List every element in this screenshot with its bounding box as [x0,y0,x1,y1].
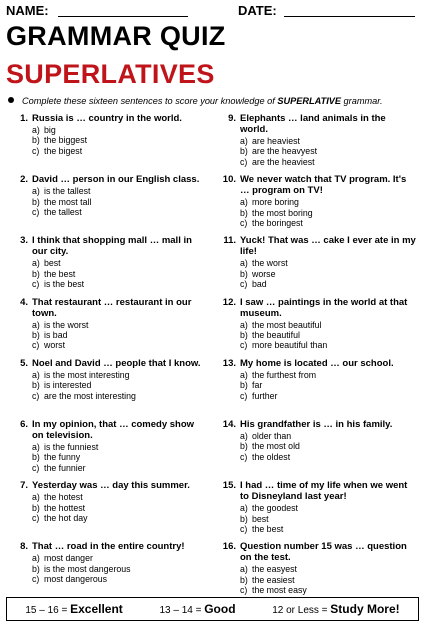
option-letter: b) [32,135,40,146]
answer-option[interactable] [32,330,89,340]
score-study-more: 12 or Less = Study More! [272,602,400,616]
option-text: the most boring [252,207,313,218]
option-text: is interested [44,380,92,391]
option-text: the funnier [44,462,86,473]
option-text: is the tallest [44,186,91,197]
answer-option[interactable] [240,452,300,462]
question-stem: That restaurant … restaurant in our town. [32,296,192,319]
question-stem: We never watch that TV program. It's … program on TV! [240,174,407,197]
question-11 [214,235,419,296]
question-number: 7. [20,480,28,492]
option-text: bad [252,279,267,290]
option-letter: b) [240,207,248,218]
option-text: the beautiful [252,329,300,340]
answer-options [240,136,317,167]
option-letter: c) [32,574,40,585]
option-text: most dangerous [44,574,108,585]
option-text: worst [44,340,66,351]
date-label: DATE: [238,3,277,18]
answer-option[interactable] [32,197,91,207]
question-stem: His grandfather is … in his family. [240,418,393,430]
option-letter: a) [240,369,248,380]
answer-options [32,442,98,473]
option-letter: a) [240,430,248,441]
option-text: the easyest [252,564,297,575]
question-stem: Noel and David … people that I know. [32,357,201,369]
option-letter: a) [32,186,40,197]
question-number: 6. [20,418,28,430]
answer-option[interactable] [32,503,88,513]
question-6 [6,419,211,480]
answer-option[interactable] [32,442,98,452]
answer-option[interactable] [32,574,131,584]
name-label: NAME: [6,3,49,18]
option-letter: b) [32,196,40,207]
question-3 [6,235,211,296]
question-4 [6,297,211,358]
answer-option[interactable] [240,340,327,350]
option-letter: c) [240,523,248,534]
option-text: most danger [44,553,93,564]
question-7 [6,480,211,541]
answer-option[interactable] [32,463,98,473]
answer-option[interactable] [32,452,98,462]
option-letter: b) [240,441,248,452]
option-letter: a) [240,197,248,208]
answer-option[interactable] [240,431,300,441]
option-letter: a) [32,492,40,503]
bullet-icon [8,97,14,103]
answer-option[interactable] [32,391,136,401]
option-letter: c) [32,207,40,217]
answer-option[interactable] [240,258,288,268]
answer-option[interactable] [32,492,88,502]
instructions: Complete these sixteen sentences to score your knowledge of SUPERLATIVE grammar. [8,96,420,106]
answer-option[interactable] [32,125,87,135]
question-number: 5. [20,357,28,369]
option-letter: c) [240,279,248,290]
answer-option[interactable] [32,370,136,380]
question-12 [214,297,419,358]
question-stem: Yuck! That was … cake I ever ate in my life! [240,235,416,258]
option-text: the best [44,268,76,279]
answer-option[interactable] [32,513,88,523]
answer-option[interactable] [240,585,307,595]
answer-options [32,553,131,584]
option-letter: b) [32,329,40,340]
option-letter: a) [32,441,40,452]
option-letter: c) [32,462,40,473]
option-text: are the heavyest [252,146,318,157]
question-stem: I had … time of my life when we went to Disneyland last year! [240,480,408,503]
option-text: is the most interesting [44,369,130,380]
option-text: the goodest [252,503,298,514]
option-text: is the worst [44,319,89,330]
answer-option[interactable] [32,269,84,279]
answer-option[interactable] [240,380,316,390]
score-key [6,597,419,621]
option-letter: c) [32,279,40,290]
question-number: 16. [222,541,236,553]
question-number: 2. [20,174,28,186]
answer-options [240,197,313,228]
question-stem: I think that shopping mall … mall in our city. [32,235,192,258]
option-text: the easiest [252,574,295,585]
answer-options [32,186,91,217]
option-text: the funny [44,452,81,463]
answer-option[interactable] [240,320,327,330]
option-text: the bigest [44,145,83,156]
option-letter: c) [32,340,40,351]
question-number: 8. [20,541,28,553]
answer-option[interactable] [240,218,313,228]
question-stem: David … person in our English class. [32,174,200,186]
quiz-title: GRAMMAR QUIZ [6,21,226,51]
answer-options [32,125,87,156]
option-letter: a) [32,553,40,564]
answer-option[interactable] [32,380,136,390]
answer-options [240,503,298,534]
option-letter: a) [240,319,248,330]
question-10 [214,174,419,235]
option-letter: b) [32,380,40,391]
answer-option[interactable] [240,370,316,380]
question-13 [214,358,419,419]
answer-options [240,258,288,289]
option-letter: b) [240,268,248,279]
option-text: big [44,125,56,135]
option-text: the furthest from [252,369,317,380]
option-letter: b) [240,146,248,157]
question-stem: Elephants … land animals in the world. [240,113,386,135]
answer-options [32,492,88,523]
name-field[interactable] [58,16,188,17]
answer-option[interactable] [240,157,317,167]
answer-option[interactable] [32,186,91,196]
answer-option[interactable] [240,564,307,574]
score-good: 13 – 14 = Good [159,602,236,616]
option-text: the hottest [44,502,86,513]
option-letter: a) [32,369,40,380]
answer-options [240,431,300,462]
answer-options [32,320,89,351]
question-stem: Question number 15 was … question on the test. [240,541,407,564]
answer-option[interactable] [240,503,298,513]
answer-option[interactable] [240,330,327,340]
option-text: the most old [252,441,300,452]
option-text: the oldest [252,451,291,462]
question-9 [214,113,419,174]
quiz-subtitle: SUPERLATIVES [6,59,215,89]
option-text: is the funniest [44,441,99,452]
answer-option[interactable] [240,441,300,451]
option-text: the hot day [44,512,88,523]
question-1 [6,113,211,174]
question-stem: Russia is … country in the world. [32,113,182,124]
questions-left-column [6,113,211,603]
date-field[interactable] [284,16,415,17]
question-15 [214,480,419,541]
option-letter: b) [240,329,248,340]
option-text: further [252,390,278,401]
answer-option[interactable] [32,553,131,563]
question-stem: In my opinion, that … comedy show on television. [32,418,195,441]
answer-option[interactable] [240,136,317,146]
question-number: 15. [222,480,236,492]
answer-option[interactable] [240,279,288,289]
option-letter: a) [240,564,248,575]
question-stem: My home is located … our school. [240,357,394,369]
option-text: best [252,513,269,524]
option-text: best [44,258,61,269]
option-letter: b) [32,563,40,574]
answer-option[interactable] [240,269,288,279]
option-letter: a) [240,503,248,514]
option-text: the hotest [44,492,83,503]
question-number: 14. [222,418,236,430]
option-letter: b) [32,268,40,279]
answer-option[interactable] [32,564,131,574]
option-text: older than [252,430,292,441]
option-letter: c) [32,145,40,156]
option-letter: c) [240,585,248,596]
option-letter: a) [32,125,40,135]
answer-option[interactable] [240,391,316,401]
answer-option[interactable] [240,208,313,218]
option-letter: c) [32,512,40,523]
question-stem: That … road in the entire country! [32,541,185,553]
answer-option[interactable] [240,514,298,524]
option-text: the tallest [44,207,82,217]
option-text: more boring [252,197,299,208]
answer-options [240,370,316,401]
option-letter: c) [240,218,248,228]
option-text: the boringest [252,218,303,228]
question-number: 13. [222,357,236,369]
answer-options [240,564,307,595]
option-text: far [252,380,263,391]
answer-option[interactable] [240,524,298,534]
question-number: 4. [20,296,28,308]
answer-option[interactable] [32,279,84,289]
option-text: the most easy [252,585,307,596]
question-number: 9. [228,113,236,124]
answer-option[interactable] [32,320,89,330]
question-number: 10. [222,174,236,186]
option-text: is bad [44,329,68,340]
option-letter: b) [32,502,40,513]
answer-option[interactable] [32,146,87,156]
question-number: 1. [20,113,28,124]
option-letter: c) [240,451,248,462]
option-text: are heaviest [252,136,300,146]
student-info-header [6,3,419,19]
option-text: is the most dangerous [44,563,131,574]
question-8 [6,541,211,602]
option-text: is the best [44,279,85,290]
option-letter: b) [240,380,248,391]
answer-options [32,370,136,401]
question-stem: I saw … paintings in the world at that museum. [240,296,408,319]
option-text: the most tall [44,196,92,207]
option-letter: a) [240,258,248,269]
option-letter: c) [240,156,248,167]
question-stem: Yesterday was … day this summer. [32,480,190,492]
option-letter: b) [240,513,248,524]
question-number: 12. [222,296,236,308]
answer-option[interactable] [240,146,317,156]
option-text: are the heaviest [252,156,315,167]
answer-option[interactable] [32,207,91,217]
option-letter: a) [32,258,40,269]
option-text: more beautiful than [252,340,328,351]
answer-option[interactable] [32,258,84,268]
option-text: the biggest [44,135,88,146]
option-letter: a) [32,319,40,330]
option-letter: c) [240,390,248,401]
option-text: worse [252,268,276,279]
option-letter: c) [32,390,40,401]
option-letter: a) [240,136,248,146]
answer-option[interactable] [240,575,307,585]
score-excellent: 15 – 16 = Excellent [25,602,123,616]
option-text: the best [252,523,284,534]
option-text: the most beautiful [252,319,322,330]
answer-option[interactable] [32,135,87,145]
questions-right-column [214,113,419,603]
answer-option[interactable] [32,340,89,350]
option-letter: c) [240,340,248,351]
question-2 [6,174,211,235]
option-letter: b) [32,452,40,463]
answer-options [240,320,327,351]
question-number: 11. [223,235,236,247]
answer-option[interactable] [240,197,313,207]
option-text: are the most interesting [44,390,136,401]
question-5 [6,358,211,419]
question-14 [214,419,419,480]
option-text: the worst [252,258,288,269]
question-16 [214,541,419,602]
answer-options [32,258,84,289]
option-letter: b) [240,574,248,585]
question-number: 3. [20,235,28,247]
